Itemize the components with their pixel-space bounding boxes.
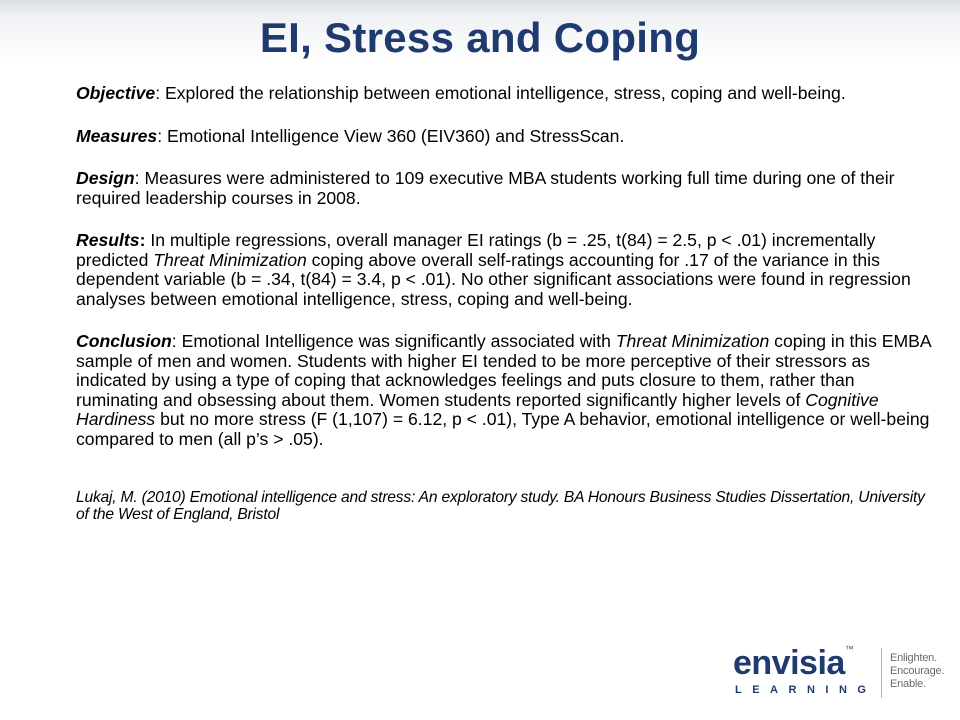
design-sep: : xyxy=(134,168,145,188)
logo-tagline xyxy=(890,652,944,691)
logo-tm: ™ xyxy=(844,644,854,654)
measures-sep: : xyxy=(157,125,167,146)
conclusion-emphasis-1: Threat Minimization xyxy=(615,331,770,351)
measures-label: Measures xyxy=(76,125,158,146)
measures-paragraph xyxy=(76,127,932,147)
reference-citation: Lukaj, M. (2010) Emotional intelligence and stress: An exploratory study. BA Honours Business Studies Dissertation, University of the West of England, Bristol xyxy=(76,489,925,523)
tagline-line-3: Enable. xyxy=(890,678,926,690)
tagline-line-2: Encourage. xyxy=(890,665,945,677)
results-sep: : xyxy=(139,230,151,250)
conclusion-emphasis-2: Cognitive Hardiness xyxy=(76,389,879,429)
results-text-2: coping above overall self-ratings accounting for .17 of the variance in this dependent variable (b = .34, t(84) = 3.4, p < .01). No other significant associations were found in regression analyses between emotional intelligence, stress, coping and well-being. xyxy=(76,249,911,309)
measures-text: Emotional Intelligence View 360 (EIV360) and StressScan. xyxy=(166,125,625,146)
objective-text: Explored the relationship between emotional intelligence, stress, coping and well-being. xyxy=(165,83,846,103)
design-label: Design xyxy=(76,168,135,188)
objective-label: Objective xyxy=(76,83,156,103)
results-label: Results xyxy=(76,230,140,250)
conclusion-text-3: but no more stress (F (1,107) = 6.12, p < .01), Type A behavior, emotional intelligence or well-being compared to men (all p’s > .05). xyxy=(76,409,930,449)
logo-wordmark xyxy=(733,644,853,683)
conclusion-text-1: Emotional Intelligence was significantly associated with xyxy=(181,331,616,351)
conclusion-paragraph xyxy=(76,332,932,449)
logo-subtitle: LEARNING xyxy=(735,684,877,696)
logo-divider xyxy=(881,648,882,698)
results-emphasis: Threat Minimization xyxy=(153,249,307,270)
design-text: Measures were administered to 109 executive MBA students working full time during one of their required leadership courses in 2008. xyxy=(76,168,895,208)
conclusion-sep: : xyxy=(171,331,182,351)
tagline-line-1: Enlighten. xyxy=(890,652,937,664)
objective-paragraph xyxy=(76,84,932,104)
logo-word: envisia xyxy=(733,644,845,682)
results-paragraph xyxy=(76,231,932,309)
results-text-1: In multiple regressions, overall manager EI ratings (b = .25, t(84) = 2.5, p < .01) incrementally predicted xyxy=(76,230,876,270)
envisia-logo xyxy=(733,644,943,704)
slide-title: EI, Stress and Coping xyxy=(259,14,701,61)
conclusion-label: Conclusion xyxy=(76,331,172,351)
conclusion-text-2: coping in this EMBA sample of men and women. Students with higher EI tended to be more perceptive of their stressors as indicated by using a type of coping that acknowledges feelings and puts closure to them, rather than ruminating and obsessing about them. Women students reported significantly higher levels of xyxy=(76,331,931,410)
slide-body xyxy=(76,84,932,546)
design-paragraph xyxy=(76,169,932,208)
objective-sep: : xyxy=(155,83,165,103)
